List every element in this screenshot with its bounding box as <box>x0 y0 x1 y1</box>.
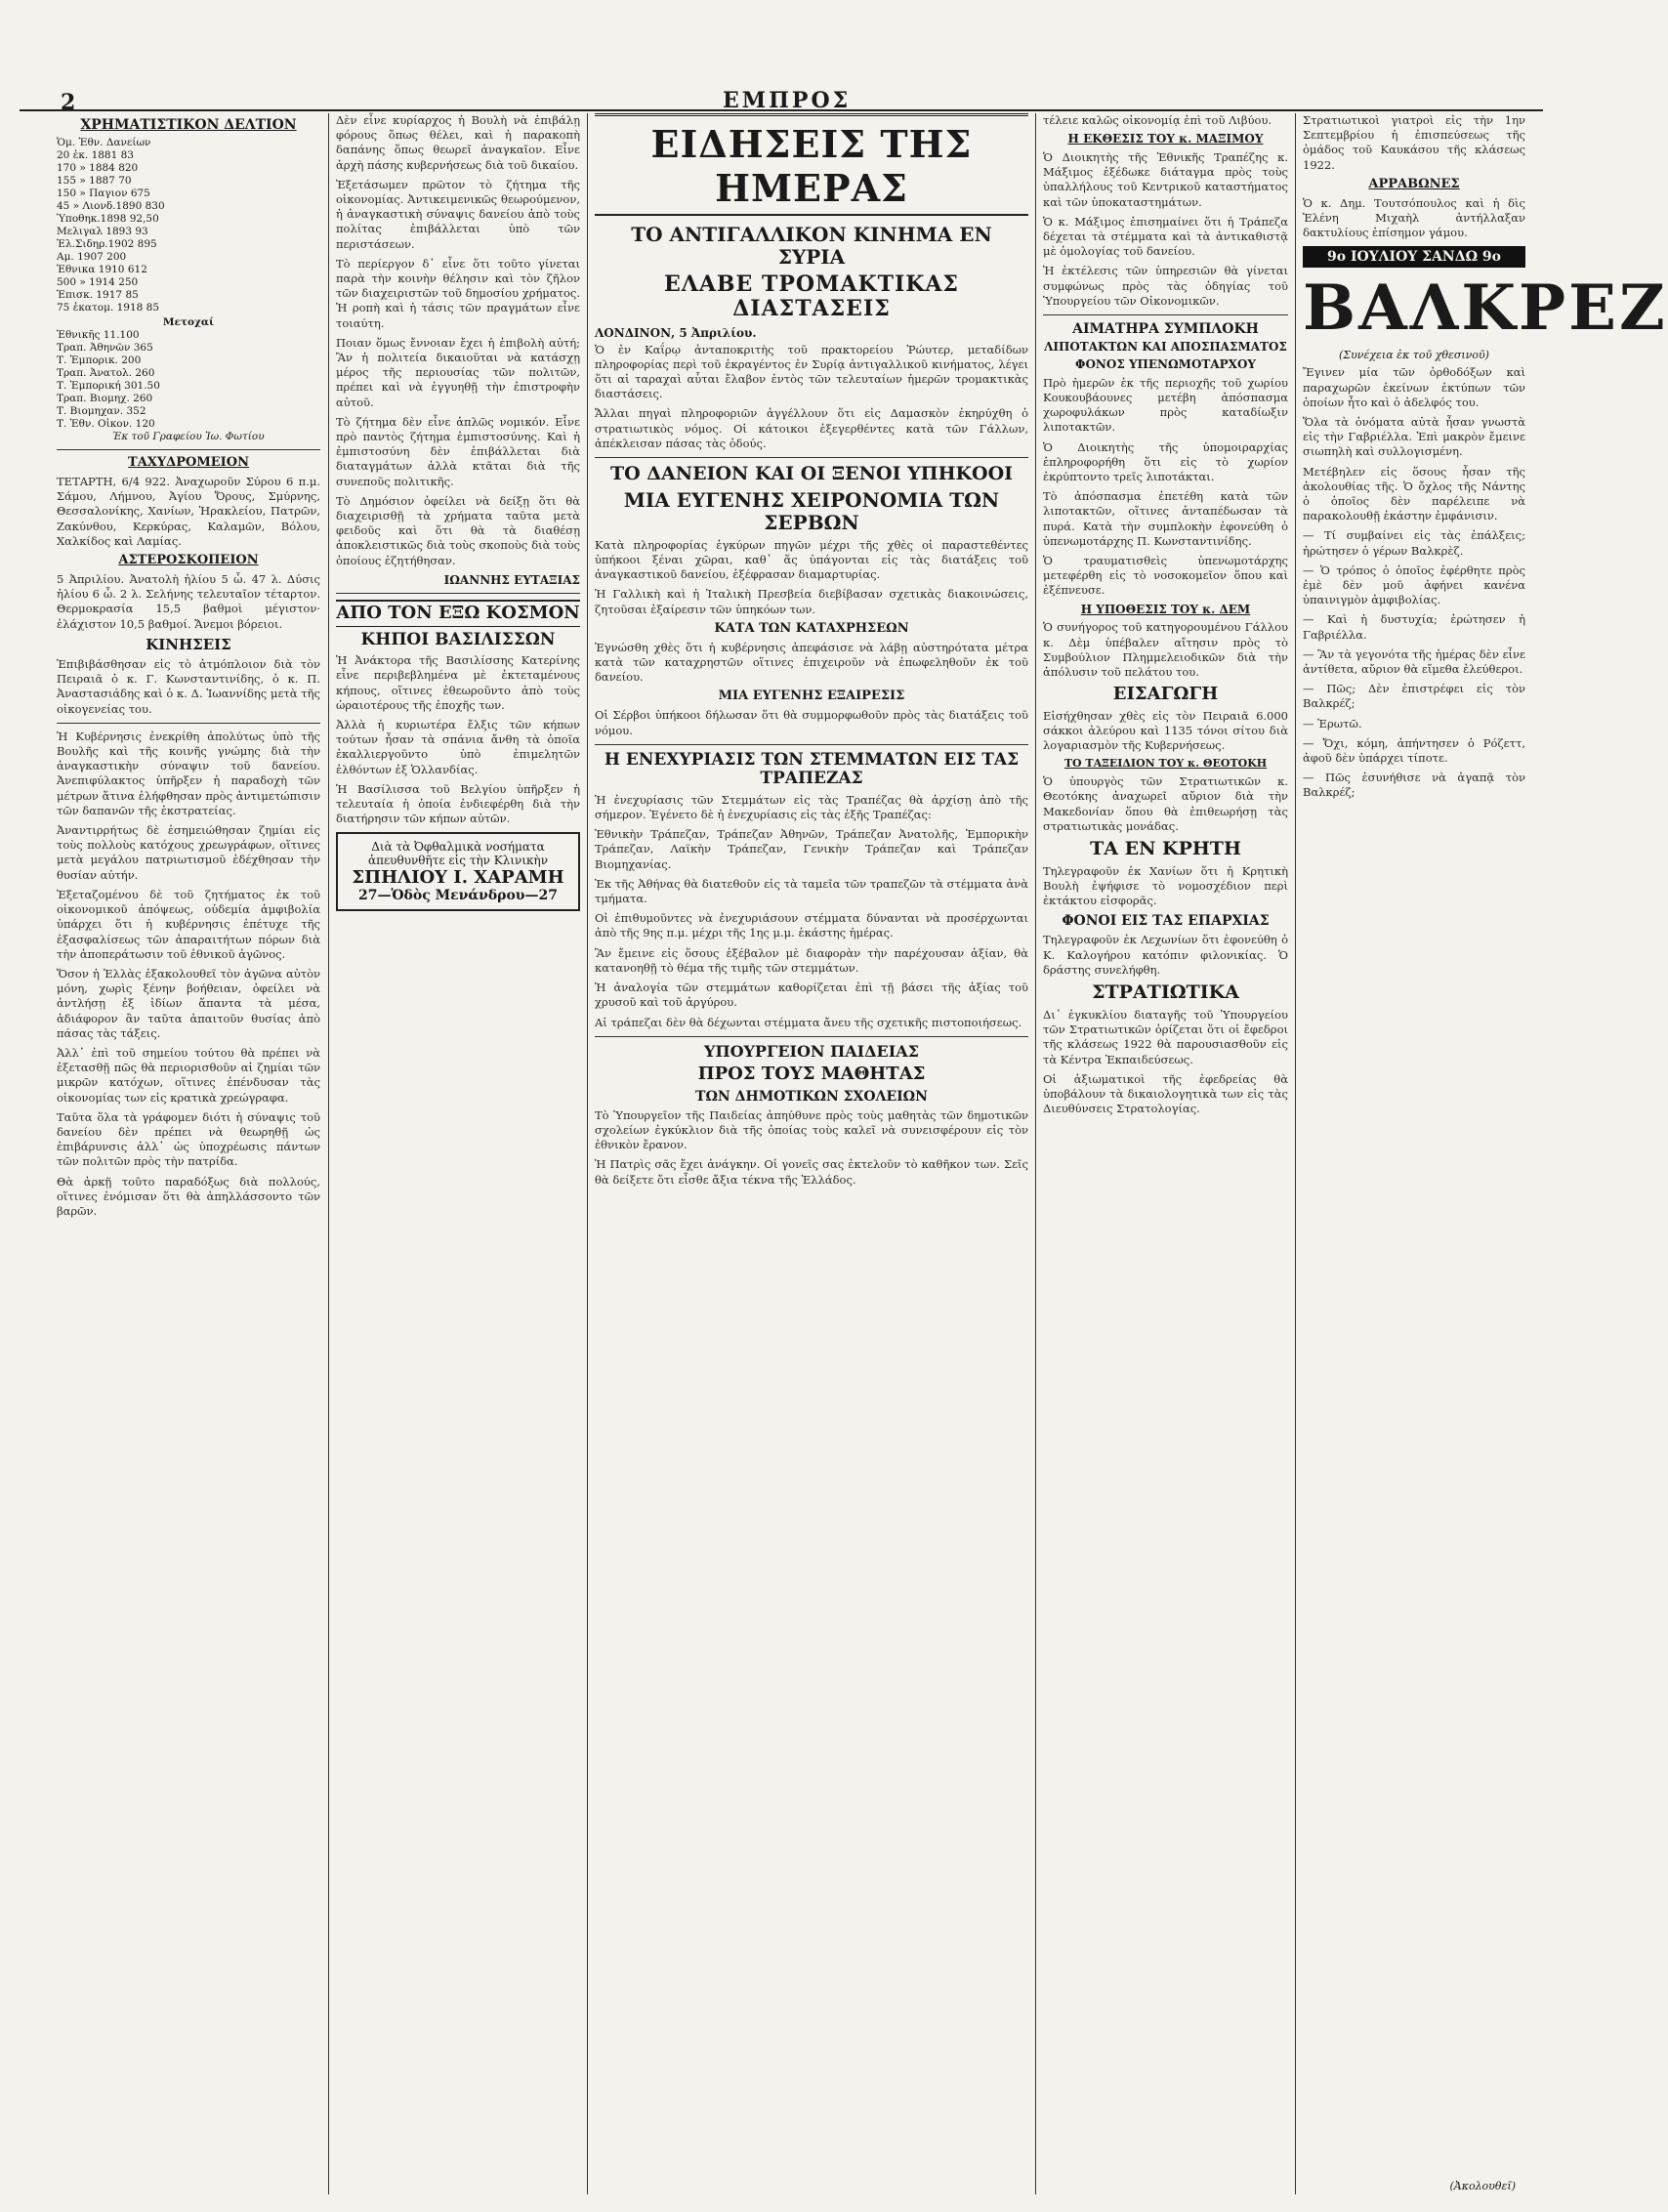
serial-paragraph: Ἔγινεν μία τῶν ὀρθοδόξων καὶ παραχωρῶν ἐκείνων ἐκτύπων τῶν ὁποίων ἦτο καὶ ὁ ἀδελφός του. <box>1303 365 1525 409</box>
table-row: Ἐπισκ. 1917 85 <box>57 289 139 302</box>
movements-text: Ἐπιβιβάσθησαν εἰς τὸ ἀτμόπλοιον διὰ τὸν Πειραιᾶ ὁ κ. Γ. Κωνσταντινίδης, ὁ κ. Π. Ἀναστασιάδης καὶ ὁ κ. Δ. Ἰωαννίδης μετὰ τῆς οἰκογενείας του. <box>57 657 320 716</box>
article-paragraph: Ποιαν ὅμως ἔννοιαν ἔχει ἡ ἐπιβολὴ αὐτή; Ἂν ἡ πολιτεία δικαιοῦται νὰ κατάσχῃ μέρος τῆς περιουσίας τῶν πολιτῶν, πρέπει καὶ νὰ ἐγγυηθῇ τὴν ἐπιστροφὴν αὐτοῦ. <box>336 335 580 409</box>
article-paragraph: Κατὰ πληροφορίας ἐγκύρων πηγῶν μέχρι τῆς χθὲς οἱ παραστεθέντες ὑπήκοοι ξέναι χῶραι, καθ᾽ ἅς ὑπάγονται εἰς τὰς διατάξεις τοῦ ἀναγκαστικοῦ δανείου, ἐξέφρασαν διαμαρτυρίας. <box>595 537 1028 582</box>
article-paragraph: Ἡ ἐκτέλεσις τῶν ὑπηρεσιῶν θὰ γίνεται συμφώνως πρὸς τὰς ὁδηγίας τοῦ Ὑπουργείου τῶν Οἰκονομικῶν. <box>1043 264 1288 308</box>
subheading: ΜΙΑ ΕΥΓΕΝΗΣ ΕΞΑΙΡΕΣΙΣ <box>718 689 905 704</box>
headline: ΛΙΠΟΤΑΚΤΩΝ ΚΑΙ ΑΠΟΣΠΑΣΜΑΤΟΣ <box>1044 340 1287 355</box>
article-paragraph: Ἐγνώσθη χθὲς ὅτι ἡ κυβέρνησις ἀπεφάσισε νὰ λάβῃ αὐστηρότατα μέτρα κατὰ τῶν καταχρηστῶν οἵτινες ἐπιχειροῦν νὰ ἐπωφεληθοῦν ἐκ τοῦ δανείου. <box>595 640 1028 685</box>
headline: ΤΟ ΑΝΤΙΓΑΛΛΙΚΟΝ ΚΙΝΗΜΑ ΕΝ ΣΥΡΙΑ <box>631 223 992 269</box>
masthead: ΕΜΠΡΟΣ <box>723 88 852 113</box>
divider <box>57 723 320 724</box>
article-paragraph: Τηλεγραφοῦν ἐκ Χανίων ὅτι ἡ Κρητικὴ Βουλὴ ἐψήφισε τὸ νομοσχέδιον περὶ ἐκτάκτου εἰσφορᾶς. <box>1043 863 1288 908</box>
headline: ΦΟΝΟΣ ΥΠΕΝΩΜΟΤΑΡΧΟΥ <box>1074 356 1256 371</box>
financial-bulletin-title: ΧΡΗΜΑΤΙΣΤΙΚΟΝ ΔΕΛΤΙΟΝ <box>80 117 297 133</box>
table-row: 75 ἑκατομ. 1918 85 <box>57 302 160 314</box>
article-paragraph: Ὁ τραυματισθεὶς ὑπενωμοτάρχης μετεφέρθη εἰς τὸ νοσοκομεῖον ὅπου καὶ ἐξέπνευσε. <box>1043 553 1288 598</box>
article-paragraph: τέλειε καλῶς οἰκονομίᾳ ἐπὶ τοῦ Λιβύου. <box>1043 113 1272 127</box>
article-signature: ΙΩΑΝΝΗΣ ΕΥΤΑΞΙΑΣ <box>443 572 580 587</box>
table-row: 150 » Παγιον 675 <box>57 188 150 200</box>
article-paragraph: Ἡ Βασίλισσα τοῦ Βελγίου ὑπῆρξεν ἡ τελευταία ἡ ὁποία ἐνδιεφέρθη διὰ τὴν διατήρησιν τῶν κήπων αὐτῶν. <box>336 781 580 826</box>
headline: ΜΙΑ ΕΥΓΕΝΗΣ ΧΕΙΡΟΝΟΜΙΑ ΤΩΝ ΣΕΡΒΩΝ <box>623 487 1000 534</box>
table-row: Ὁμ. Ἐθν. Δανείων <box>57 137 151 149</box>
article-paragraph: Στρατιωτικοὶ γιατροὶ εἰς τὴν 1ην Σεπτεμβρίου ἡ ἐπισπεύσεως τῆς ὁμάδος τοῦ Καυκάσου τῆς κλάσεως 1922. <box>1303 113 1525 172</box>
column-2 <box>336 113 580 2194</box>
table-row: Τ. Ἐθν. Οἰκον. 120 <box>57 418 155 431</box>
serial-paragraph: — Τί συμβαίνει εἰς τὰς ἐπάλξεις; ἠρώτησεν ὁ γέρων Βαλκρὲζ. <box>1303 528 1525 558</box>
headline: ΣΤΡΑΤΙΩΤΙΚΑ <box>1092 981 1239 1004</box>
table-row: Αμ. 1907 200 <box>57 251 127 264</box>
headline: ΤΩΝ ΔΗΜΟΤΙΚΩΝ ΣΧΟΛΕΙΩΝ <box>695 1088 928 1105</box>
table-row: Ἐλ.Σιδηρ.1902 895 <box>57 238 157 251</box>
article-paragraph: Ἡ Πατρὶς σᾶς ἔχει ἀνάγκην. Οἱ γονεῖς σας ἐκτελοῦν τὸ καθῆκον των. Σεῖς θὰ δείξετε ὅτι εἶσθε ἄξια τέκνα τῆς Ἑλλάδος. <box>595 1157 1028 1187</box>
serial-paragraph: — Πῶς ἐσυνήθισε νὰ ἀγαπᾷ τὸν Βαλκρέζ; <box>1303 771 1525 800</box>
shares-heading: Μετοχαί <box>162 316 215 329</box>
article-paragraph: Ὅσον ἡ Ἑλλὰς ἐξακολουθεῖ τὸν ἀγῶνα αὐτὸν μόνη, χωρὶς ξένην βοήθειαν, ὀφείλει νὰ ἀντλήσῃ ἐξ ἰδίων ἅπαντα τὰ μέσα, ἀδιάφορον ἂν ταῦτα ἀπαιτοῦν θυσίας ἀπὸ πάσας τὰς τάξεις. <box>57 966 320 1040</box>
headline: ΤΟ ΔΑΝΕΙΟΝ ΚΑΙ ΟΙ ΞΕΝΟΙ ΥΠΗΚΟΟΙ <box>609 463 1014 485</box>
serial-paragraph: — Ἐρωτῶ. <box>1303 716 1362 730</box>
observatory-text: 5 Ἀπριλίου. Ἀνατολὴ ἡλίου 5 ὧ. 47 λ. Δύσις ἡλίου 6 ὧ. 2 λ. Σελήνης τελευταῖον τέταρτον. Θερμοκρασία 15,5 βαθμοὶ μέγιστον· ἐλάχιστον 10,5 βαθμοί. Ἄνεμοι βόρειοι. <box>57 571 320 631</box>
serial-paragraph: — Ὁ τρόπος ὁ ὁποῖος ἐφέρθητε πρὸς ἐμὲ δὲν μοῦ ἀφήνει κανένα ὑπαινιγμὸν ἀμφιβολίας. <box>1303 563 1525 607</box>
article-paragraph: Ἐθνικὴν Τράπεζαν, Τράπεζαν Ἀθηνῶν, Τράπεζαν Ἀνατολῆς, Ἐμπορικὴν Τράπεζαν, Λαϊκὴν Τράπεζαν, Γενικὴν Τράπεζαν καὶ Τράπεζαν Βιομηχανίας. <box>595 827 1028 871</box>
article-paragraph: Τὸ περίεργον δ᾽ εἶνε ὅτι τοῦτο γίνεται παρὰ τὴν κοινὴν θέλησιν καὶ τὸν ζῆλον τῶν διαχειριστῶν τοῦ δημοσίου χρήματος. Ἡ ροπὴ καὶ ἡ τάσις τῶν πραγμάτων εἶνε τοιαύτη. <box>336 256 580 330</box>
engagements-title: ΑΡΡΑΒΩΝΕΣ <box>1368 176 1460 191</box>
divider <box>336 593 580 594</box>
news-of-the-day-banner: ΕΙΔΗΣΕΙΣ ΤΗΣ ΗΜΕΡΑΣ <box>595 113 1028 216</box>
article-paragraph: Ὁ ἐν Καΐρῳ ἀνταποκριτὴς τοῦ πρακτορείου Ῥώυτερ, μεταδίδων πληροφορίας περὶ τοῦ ἐκραγέντος ἐν Συρίᾳ ἀντιγαλλικοῦ κινήματος, λέγει ὅτι αἱ ταραχαὶ αὗται ἔλαβον ἐντὸς τῶν τελευταίων ἡμερῶν τρομακτικὰς διαστάσεις. <box>595 342 1028 401</box>
article-paragraph: Τὸ Δημόσιον ὀφείλει νὰ δείξῃ ὅτι θὰ διαχειρισθῇ τὰ χρήματα ταῦτα μετὰ φειδοῦς καὶ ὅτι θὰ τὰ διαθέσῃ ἀποκλειστικῶς διὰ τοὺς σκοποὺς διὰ τοὺς ὁποίους ἐζητήθησαν. <box>336 493 580 567</box>
movements-title: ΚΙΝΗΣΕΙΣ <box>146 635 231 653</box>
serial-date-bar: 9ο ΙΟΥΛΙΟΥ ΣΑΝΔΩ 9ο <box>1303 246 1525 268</box>
headline: ΦΟΝΟΙ ΕΙΣ ΤΑΣ ΕΠΑΡΧΙΑΣ <box>1062 913 1270 930</box>
article-paragraph: Εἰσήχθησαν χθὲς εἰς τὸν Πειραιᾶ 6.000 σάκκοι ἀλεύρου καὶ 1135 τόνοι σίτου διὰ λογαριασμὸν τῆς Κυβερνήσεως. <box>1043 708 1288 753</box>
serial-title: ΒΑΛΚΡΕΖ <box>1303 271 1668 346</box>
engagements-text: Ὁ κ. Δημ. Τουτσόπουλος καὶ ἡ δὶς Ἑλένη Μιχαὴλ ἀντήλλαξαν δακτυλίους ἐπίσημον γάμου. <box>1303 195 1525 240</box>
ad-line: Διὰ τὰ Ὀφθαλμικὰ νοσήματα <box>371 840 545 855</box>
table-row: 170 » 1884 820 <box>57 162 139 175</box>
headline: ΥΠΟΥΡΓΕΙΟΝ ΠΑΙΔΕΙΑΣ <box>704 1041 919 1061</box>
section-title: ΑΠΟ ΤΟΝ ΕΞΩ ΚΟΣΜΟΝ <box>336 600 580 627</box>
column-5 <box>1303 113 1668 2194</box>
table-row: Τ. Ἐμπορική 301.50 <box>57 380 160 393</box>
serial-paragraph: Ὅλα τὰ ὀνόματα αὐτὰ ἦσαν γνωστὰ εἰς τὴν Γαβριέλλα. Ἐπὶ μακρὸν ἔμεινε σιωπηλὴ καὶ συλλογισμένη. <box>1303 414 1525 459</box>
serial-paragraph: — Καὶ ἡ δυστυχία; ἐρώτησεν ἡ Γαβριέλλα. <box>1303 612 1525 642</box>
article-paragraph: Ταῦτα ὅλα τὰ γράφομεν διότι ἡ σύναψις τοῦ δανείου δὲν πρέπει νὰ θεωρηθῇ ὡς ἐπιβάρυνσις ἀλλ᾽ ὡς ὑποχρέωσις πάντων τῶν πολιτῶν πρὸς τὴν πατρίδα. <box>57 1109 320 1169</box>
table-row: 20 ἑκ. 1881 83 <box>57 149 134 162</box>
table-row: 45 » Λιονδ.1890 830 <box>57 200 165 213</box>
column-rule <box>1295 113 1296 2194</box>
serial-subtitle: (Συνέχεια ἐκ τοῦ χθεσινοῦ) <box>1339 349 1489 362</box>
article-paragraph: Τὸ ζήτημα δὲν εἶνε ἁπλῶς νομικόν. Εἶνε πρὸ παντὸς ζήτημα ἐμπιστοσύνης. Καὶ ἡ ἐμπιστοσύνη δὲν ἐπιβάλλεται διὰ διαταγμάτων ἀλλὰ κτᾶται διὰ τῆς συνεποῦς πολιτικῆς. <box>336 414 580 488</box>
article-paragraph: Δὲν εἶνε κυρίαρχος ἡ Βουλὴ νὰ ἐπιβάλῃ φόρους ὅπως θέλει, καὶ ἡ παρακοπὴ δαπάνης ὅπως θεωρεῖ ἀναγκαῖον. Εἶνε ἀρχὴ πάσης κυβερνήσεως διὰ τοῦ δικαίου. <box>336 113 580 172</box>
column-rule <box>1035 113 1036 2194</box>
column-3 <box>595 113 1028 2194</box>
financial-signature: Ἐκ τοῦ Γραφείου Ἰω. Φωτίου <box>112 431 265 443</box>
article-paragraph: Οἱ ἀξιωματικοὶ τῆς ἐφεδρείας θὰ ὑποβάλουν τὰ δικαιολογητικὰ των εἰς τὰς Διευθύνσεις Στρατολογίας. <box>1043 1071 1288 1116</box>
article-paragraph: Ἐξεταζομένου δὲ τοῦ ζητήματος ἐκ τοῦ οἰκονομικοῦ ἀπόψεως, οὐδεμία ἀμφιβολία ὑπάρχει ὅτι ἡ κυβέρνησις ἐπέτυχε τῆς ἐξασφαλίσεως τῶν ἀπαραιτήτων πόρων διὰ τὴν ἀποπεράτωσιν τοῦ ἐθνικοῦ ἀγῶνος. <box>57 887 320 961</box>
subheading: ΚΑΤΑ ΤΩΝ ΚΑΤΑΧΡΗΣΕΩΝ <box>714 620 909 636</box>
headline: ΕΛΑΒΕ ΤΡΟΜΑΚΤΙΚΑΣ ΔΙΑΣΤΑΣΕΙΣ <box>664 271 959 322</box>
table-row: Ὑποθηκ.1898 92,50 <box>57 213 159 226</box>
headline: ΤΟ ΤΑΞΕΙΔΙΟΝ ΤΟΥ κ. ΘΕΟΤΟΚΗ <box>1063 757 1268 771</box>
headline: Η ΥΠΟΘΕΣΙΣ ΤΟΥ κ. ΔΕΜ <box>1080 602 1251 616</box>
divider <box>57 449 320 450</box>
article-paragraph: Ἂν ἔμεινε εἰς ὅσους ἐξέβαλον μὲ διαφορὰν τὴν παρέχουσαν ἀξίαν, θὰ κατανοηθῇ τὸ θέμα τῆς τιμῆς τῶν στεμμάτων. <box>595 945 1028 975</box>
article-paragraph: Θὰ ἀρκῇ τοῦτο παραδόξως διὰ πολλούς, οἵτινες ἐνόμισαν ὅτι θὰ ἀπηλλάσσοντο τῶν βαρῶν. <box>57 1174 320 1218</box>
article-paragraph: Οἱ ἐπιθυμοῦντες νὰ ἐνεχυριάσουν στέμματα δύνανται νὰ προσέρχωνται ἀπὸ τῆς 9ης π.μ. μέχρι τῆς 1ης μ.μ. ἑκάστης ἡμέρας. <box>595 911 1028 940</box>
headline: Η ΕΝΕΧΥΡΙΑΣΙΣ ΤΩΝ ΣΤΕΜΜΑΤΩΝ ΕΙΣ ΤΑΣ ΤΡΑΠΕΖΑΣ <box>604 749 1020 789</box>
table-row: Μελιγαλ 1893 93 <box>57 226 148 238</box>
headline: ΕΙΣΑΓΩΓΗ <box>1112 684 1219 705</box>
ad-address: 27—Ὁδὸς Μενάνδρου—27 <box>357 888 559 904</box>
article-paragraph: Δι᾽ ἐγκυκλίου διαταγῆς τοῦ Ὑπουργείου τῶν Στρατιωτικῶν ὁρίζεται ὅτι οἱ ἔφεδροι τῆς κλάσεως 1922 θὰ παρουσιασθοῦν εἰς τὰ Κέντρα Ἐκπαιδεύσεως. <box>1043 1007 1288 1066</box>
headline: ΠΡΟΣ ΤΟΥΣ ΜΑΘΗΤΑΣ <box>697 1064 926 1085</box>
table-row: 500 » 1914 250 <box>57 276 139 289</box>
table-row: Τραπ. Ἀθηνῶν 365 <box>57 342 153 355</box>
article-paragraph: Ὁ Διοικητὴς τῆς ὑπομοιραρχίας ἐπληροφορήθη ὅτι εἰς τὸ χωρίον ἐκρύπτοντο τρεῖς λιποτάκται. <box>1043 439 1288 483</box>
table-row: Ἐθνικῆς 11.100 <box>57 329 140 342</box>
article-paragraph: Αἱ τράπεζαι δὲν θὰ δέχωνται στέμματα ἄνευ τῆς σχετικῆς πιστοποιήσεως. <box>595 1015 1022 1029</box>
article-paragraph: Ἐκ τῆς Ἀθήνας θὰ διατεθοῦν εἰς τὰ ταμεῖα τῶν τραπεζῶν τὰ στέμματα ἀνὰ τμήματα. <box>595 876 1028 906</box>
continued-note: (Ἀκολουθεῖ) <box>1449 2180 1516 2192</box>
article-paragraph: Ἡ ἀναλογία τῶν στεμμάτων καθορίζεται ἐπὶ τῇ βάσει τῆς ἀξίας τοῦ χρυσοῦ καὶ τοῦ ἀργύρου. <box>595 981 1028 1010</box>
clinic-advertisement <box>336 832 580 911</box>
article-paragraph: Ἐξετάσωμεν πρῶτον τὸ ζήτημα τῆς οἰκονομίας. Ἀντικειμενικῶς θεωρούμενον, ἡ ἀναγκαστικὴ σύναψις δανείου ἀπὸ τοὺς πολίτας ἐπιβάλλεται ὑπὸ τῶν περιστάσεων. <box>336 177 580 251</box>
article-paragraph: Ὁ κ. Μάξιμος ἐπισημαίνει ὅτι ἡ Τράπεζα δέχεται τὰ στέμματα καὶ τὰ ἀντικαθιστᾷ μὲ ὁμολογίας τοῦ δανείου. <box>1043 214 1288 259</box>
serial-paragraph: — Ὄχι, κόμη, ἀπήντησεν ὁ Ρόζεττ, ἀφοῦ δὲν ὑπάρχει τίποτε. <box>1303 735 1525 766</box>
headline: Η ΕΚΘΕΣΙΣ ΤΟΥ κ. ΜΑΞΙΜΟΥ <box>1067 132 1264 146</box>
section-subtitle: ΚΗΠΟΙ ΒΑΣΙΛΙΣΣΩΝ <box>360 629 556 649</box>
top-rule <box>20 109 1543 111</box>
post-office-text: ΤΕΤΑΡΤΗ, 6/4 922. Ἀναχωροῦν Σύρου 6 π.μ. Σάμου, Λήμνου, Ἀγίου Ὄρους, Σμύρνης, Θεσσαλονίκης, Χανίων, Ἡρακλείου, Πατρῶν, Ζακύνθου, Κερκύρας, Καλαμῶν, Βόλου, Χαλκίδος καὶ Λαμίας. <box>57 475 320 548</box>
article-paragraph: Τὸ ἀπόσπασμα ἐπετέθη κατὰ τῶν λιποτακτῶν, οἵτινες ἀνταπέδωσαν τὰ πυρά. Κατὰ τὴν συμπλοκὴν ἐφονεύθη ὁ ὑπενωμοτάρχης Π. Κωνσταντινίδης. <box>1043 489 1288 548</box>
column-rule <box>328 113 329 2194</box>
column-4 <box>1043 113 1288 2194</box>
article-paragraph: Ἡ Κυβέρνησις ἐνεκρίθη ἀπολύτως ὑπὸ τῆς Βουλῆς καὶ τῆς κοινῆς γνώμης διὰ τὴν ἀναγκαστικὴν σύναψιν τοῦ δανείου. Ἀνεπιφύλακτος ὑπῆρξεν ἡ παραδοχὴ τῶν μέτρων ἅτινα ἐλήφθησαν πρὸς ἀντιμετώπισιν τῶν δαπανῶν τῆς ἐκστρατείας. <box>57 729 320 817</box>
table-row: 155 » 1887 70 <box>57 175 132 188</box>
article-paragraph: Ἡ Ἀνάκτορα τῆς Βασιλίσσης Κατερίνης εἶνε περιβεβλημένα μὲ ἐκτεταμένους κήπους, οἵτινες ἐθεωροῦντο ἀπὸ τοὺς ὡραιοτέρους τῆς ἐποχῆς των. <box>336 653 580 712</box>
table-row: Τραπ. Ἀνατολ. 260 <box>57 367 155 380</box>
divider <box>595 457 1028 458</box>
article-paragraph: Τηλεγραφοῦν ἐκ Λεχωνίων ὅτι ἐφονεύθη ὁ Κ. Καλογήρου κατόπιν φιλονικίας. Ὁ δράστης συνελήφθη. <box>1043 933 1288 977</box>
table-row: Τ. Βιομηχαν. 352 <box>57 405 146 418</box>
page-number: 2 <box>61 90 76 115</box>
column-1 <box>57 113 320 2194</box>
dateline: ΛΟΝΔΙΝΟΝ, 5 Ἀπριλίου. <box>595 325 757 340</box>
serial-paragraph: Μετέβηλεν εἰς ὅσους ἦσαν τῆς ἀκολουθίας τῆς. Ὁ ὄχλος τῆς Νάντης ὁ ὁποῖος δὲν παρέλειπε νὰ παρακολουθῇ ἑκάστην ἐμφάνισιν. <box>1303 464 1525 523</box>
divider <box>595 744 1028 745</box>
article-paragraph: Ὁ συνήγορος τοῦ κατηγορουμένου Γάλλου κ. Δὲμ ὑπέβαλεν αἴτησιν πρὸς τὸ Συμβούλιον Πλημμελειοδικῶν διὰ τὴν ἀπόλυσιν τοῦ πελάτου του. <box>1043 620 1288 679</box>
column-rule <box>587 113 588 2194</box>
serial-paragraph: — Ἂν τὰ γεγονότα τῆς ἡμέρας δὲν εἶνε ἀντίθετα, αὔριον θὰ εἴμεθα ἐλεύθεροι. <box>1303 647 1525 677</box>
ad-name: ΣΠΗΛΙΟΥ Ι. ΧΑΡΑΜΗ <box>352 867 564 889</box>
article-paragraph: Ἄλλαι πηγαὶ πληροφοριῶν ἀγγέλλουν ὅτι εἰς Δαμασκὸν ἐκηρύχθη ὁ στρατιωτικὸς νόμος. Οἱ κάτοικοι ἐξεγερθέντες κατὰ τῶν Γάλλων, ἀπέκλεισαν πάσας τὰς ὁδούς. <box>595 406 1028 450</box>
article-paragraph: Τὸ Ὑπουργεῖον τῆς Παιδείας ἀπηύθυνε πρὸς τοὺς μαθητὰς τῶν δημοτικῶν σχολείων ἐγκύκλιον διὰ τῆς ὁποίας τοὺς καλεῖ νὰ συνεισφέρουν εἰς τὸν ἐθνικὸν ἔρανον. <box>595 1107 1028 1152</box>
divider <box>595 1036 1028 1037</box>
article-paragraph: Ὁ ὑπουργὸς τῶν Στρατιωτικῶν κ. Θεοτόκης ἀναχωρεῖ αὔριον διὰ τὴν Μακεδονίαν ὅπου θὰ ἐπιθεωρήσῃ τὰς στρατιωτικὰς μονάδας. <box>1043 774 1288 833</box>
table-row: Ἐθνικα 1910 612 <box>57 264 147 276</box>
article-paragraph: Ὁ Διοικητὴς τῆς Ἐθνικῆς Τραπέζης κ. Μάξιμος ἐξέδωκε διάταγμα πρὸς τοὺς ὑπαλλήλους τοῦ Κεντρικοῦ καταστήματος καὶ τῶν ὑποκαταστημάτων. <box>1043 150 1288 209</box>
financial-table <box>57 137 320 443</box>
divider <box>1043 314 1288 315</box>
article-paragraph: Ἀναντιρρήτως δὲ ἐσημειώθησαν ζημίαι εἰς τοὺς πολλοὺς κατόχους χρεωγράφων, οἵτινες μετὰ μεγάλου πατριωτισμοῦ ἐδέχθησαν τὴν θυσίαν αὐτήν. <box>57 823 320 882</box>
article-paragraph: Ἡ Γαλλικὴ καὶ ἡ Ἰταλικὴ Πρεσβεία διεβίβασαν σχετικὰς διακοινώσεις, ζητοῦσαι ἐξαίρεσιν τῶν ὑπηκόων των. <box>595 587 1028 616</box>
article-paragraph: Οἱ Σέρβοι ὑπήκοοι δήλωσαν ὅτι θὰ συμμορφωθοῦν πρὸς τὰς διατάξεις τοῦ νόμου. <box>595 708 1028 737</box>
article-paragraph: Ἡ ἐνεχυρίασις τῶν Στεμμάτων εἰς τὰς Τραπέζας θὰ ἀρχίσῃ ἀπὸ τῆς σήμερον. Ἐγένετο δὲ ἡ ἐνεχυρίασις εἰς τὰς ἑξῆς Τραπέζας: <box>595 792 1028 822</box>
article-paragraph: Πρὸ ἡμερῶν ἐκ τῆς περιοχῆς τοῦ χωρίου Κουκουβάουνες μετέβη ἀπόσπασμα χωροφυλάκων πρὸς καταδίωξιν λιποτακτῶν. <box>1043 375 1288 435</box>
post-office-title: ΤΑΧΥΔΡΟΜΕΙΟΝ <box>128 455 249 471</box>
headline: ΑΙΜΑΤΗΡΑ ΣΥΜΠΛΟΚΗ <box>1072 321 1259 338</box>
serial-paragraph: — Πῶς; Δὲν ἐπιστρέφει εἰς τὸν Βαλκρέζ; <box>1303 682 1525 711</box>
headline: ΤΑ ΕΝ ΚΡΗΤΗ <box>1090 837 1241 859</box>
observatory-title: ΑΣΤΕΡΟΣΚΟΠΕΙΟΝ <box>118 553 259 568</box>
table-row: Τραπ. Βιομηχ. 260 <box>57 393 153 405</box>
article-paragraph: Ἀλλ᾽ ἐπὶ τοῦ σημείου τούτου θὰ πρέπει νὰ ἐξετασθῇ πῶς θὰ περιορισθοῦν αἱ ζημίαι τῶν μικρῶν κατόχων, οἵτινες ἐπένδυσαν τὰς οἰκονομίας των εἰς κρατικὰ χρεώγραφα. <box>57 1045 320 1105</box>
table-row: Τ. Ἐμπορικ. 200 <box>57 355 142 367</box>
article-paragraph: Ἀλλὰ ἡ κυριωτέρα ἔλξις τῶν κήπων τούτων ἦσαν τὰ σπάνια ἄνθη τὰ ὁποῖα ἐκαλλιεργοῦντο ὑπὸ ἐπιμελητῶν ἐλθόντων ἐξ Ὁλλανδίας. <box>336 717 580 776</box>
ad-line: ἀπευθυνθῆτε εἰς τὴν Κλινικὴν <box>367 854 549 868</box>
